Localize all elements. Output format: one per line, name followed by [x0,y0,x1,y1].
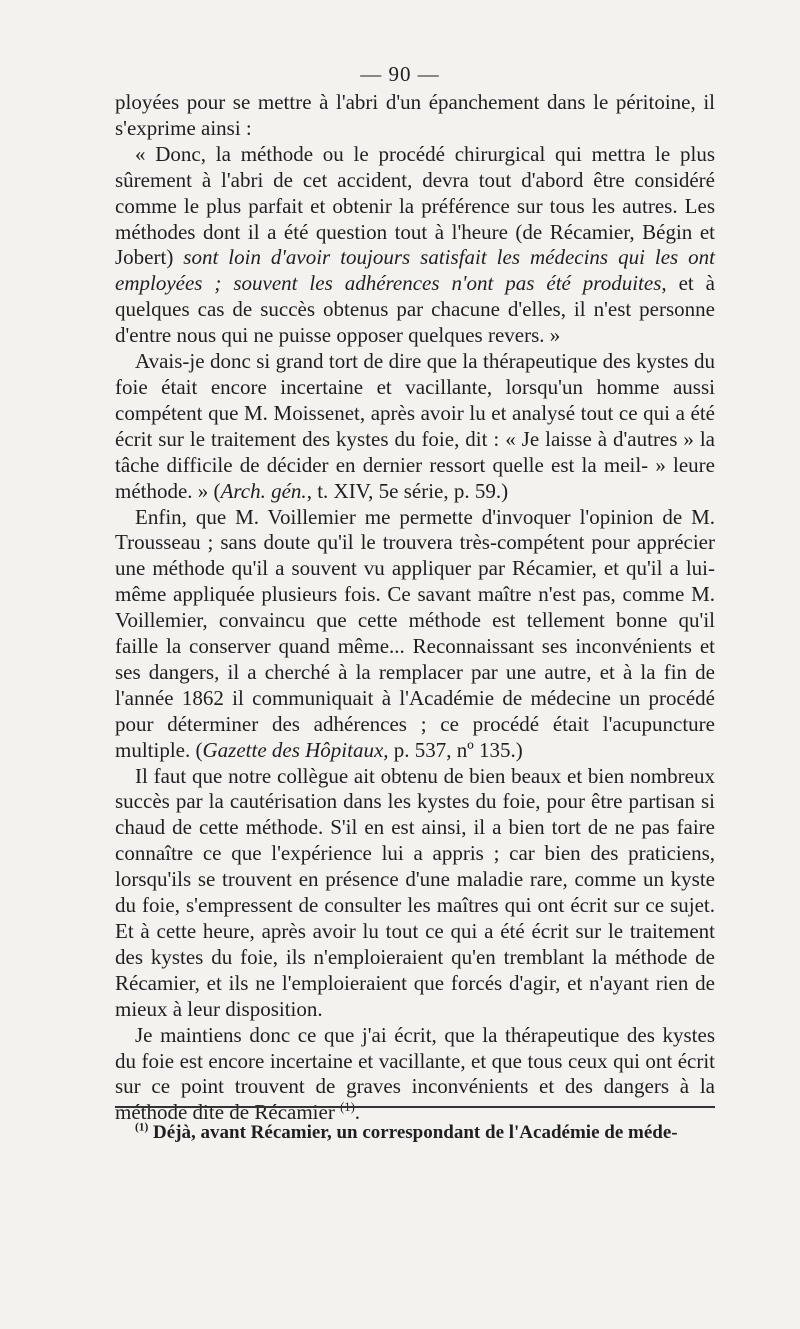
paragraph-3-text: Avais-je donc si grand tort de dire que la thérapeutique des kystes du foie était encore incertaine et vacillante, lorsqu'un homme aussi compétent que M. Moissenet, après avoir lu et analysé tout ce qui a été écrit sur le traitement des kystes du foie, dit : « Je laisse à d'autres » la tâche difficile de décider en dernier ressort quelle est la meil- » leure méthode. » ( [115,349,715,503]
paragraph-6-text: Je maintiens donc ce que j'ai écrit, que la thérapeutique des kystes du foie est encore incertaine et vacillante, et que tous ceux qui ont écrit sur ce point trouvent de graves inconvénients et des dangers à la méthode dite de Récamier [115,1022,715,1125]
citation-gazette: Gazette des Hôpitaux, [202,737,389,762]
paragraph-6-end: . [354,1100,361,1125]
quote-text-start: « Donc, la méthode ou le procédé chirurgical qui mettra le plus sûrement à l'abri de cet accident, devra tout d'abord être considéré comme le plus parfait et obtenir la préférence sur tous les autres. Les méthodes dont il a été question tout à l'heure (de Récamier, Bégin et Jobert) [115,141,715,270]
paragraph-4-text: Enfin, que M. Voillemier me permette d'invoquer l'opinion de M. Trousseau ; sans doute qu'il le trouvera très-compétent pour apprécier une méthode qu'il a souvent vu appliquer par Récamier, et qu'il a lui-même appliquée plusieurs fois. Ce savant maître n'est pas, comme M. Voillemier, convaincu que cette méthode est tellement bonne qu'il faille la conserver quand même... Reconnaissant ses inconvénients et ses dangers, il a cherché à la remplacer par une autre, et à la fin de l'année 1862 il communiquait à l'Académie de médecine un procédé pour déterminer des adhérences ; ce procédé était l'acupuncture multiple. ( [115,504,715,762]
citation-gazette-ref: p. 537, nº 135.) [388,737,523,762]
paragraph-4 [115,505,715,764]
quote-italic-text: sont loin d'avoir toujours satisfait les médecins qui les ont employées ; souvent les adhérences n'ont pas été produites [115,245,715,296]
quote-text-end: , et à quelques cas de succès obtenus par chacune d'elles, il n'est personne d'entre nous qui ne puisse opposer quelques revers. » [115,271,715,348]
footnote-reference: (1) [340,1100,355,1115]
footnote-divider [115,1106,715,1108]
footnote-marker: (1) [135,1121,149,1134]
citation-arch-gen-ref: , t. XIV, 5e série, p. 59.) [306,478,509,503]
body-text [115,90,715,1126]
paragraph-1: ployées pour se mettre à l'abri d'un épanchement dans le péritoine, il s'exprime ainsi : [115,90,715,140]
paragraph-6 [115,1023,715,1127]
paragraph-3 [115,349,715,504]
paragraph-5: Il faut que notre collègue ait obtenu de bien beaux et bien nombreux succès par la cautérisation dans les kystes du foie, pour être partisan si chaud de cette méthode. S'il en est ainsi, il a bien tort de ne pas faire connaître ce que l'expérience lui a appris ; car bien des praticiens, lorsqu'ils se trouvent en présence d'une maladie rare, comme un kyste du foie, s'empressent de consulter les maîtres qui ont écrit sur ce sujet. Et à cette heure, après avoir lu tout ce qui a été écrit sur le traitement des kystes du foie, ils n'emploieraient qu'en tremblant la méthode de Récamier, et ils ne l'emploieraient que forcés d'agir, et n'ayant rien de mieux à leur disposition. [115,763,715,1021]
citation-arch-gen: Arch. gén. [220,478,307,503]
footnote [135,1120,715,1145]
paragraph-2-quote [115,142,715,349]
footnote-text: Déjà, avant Récamier, un correspondant de l'Académie de méde- [148,1122,678,1143]
page-number: — 90 — [360,62,440,86]
